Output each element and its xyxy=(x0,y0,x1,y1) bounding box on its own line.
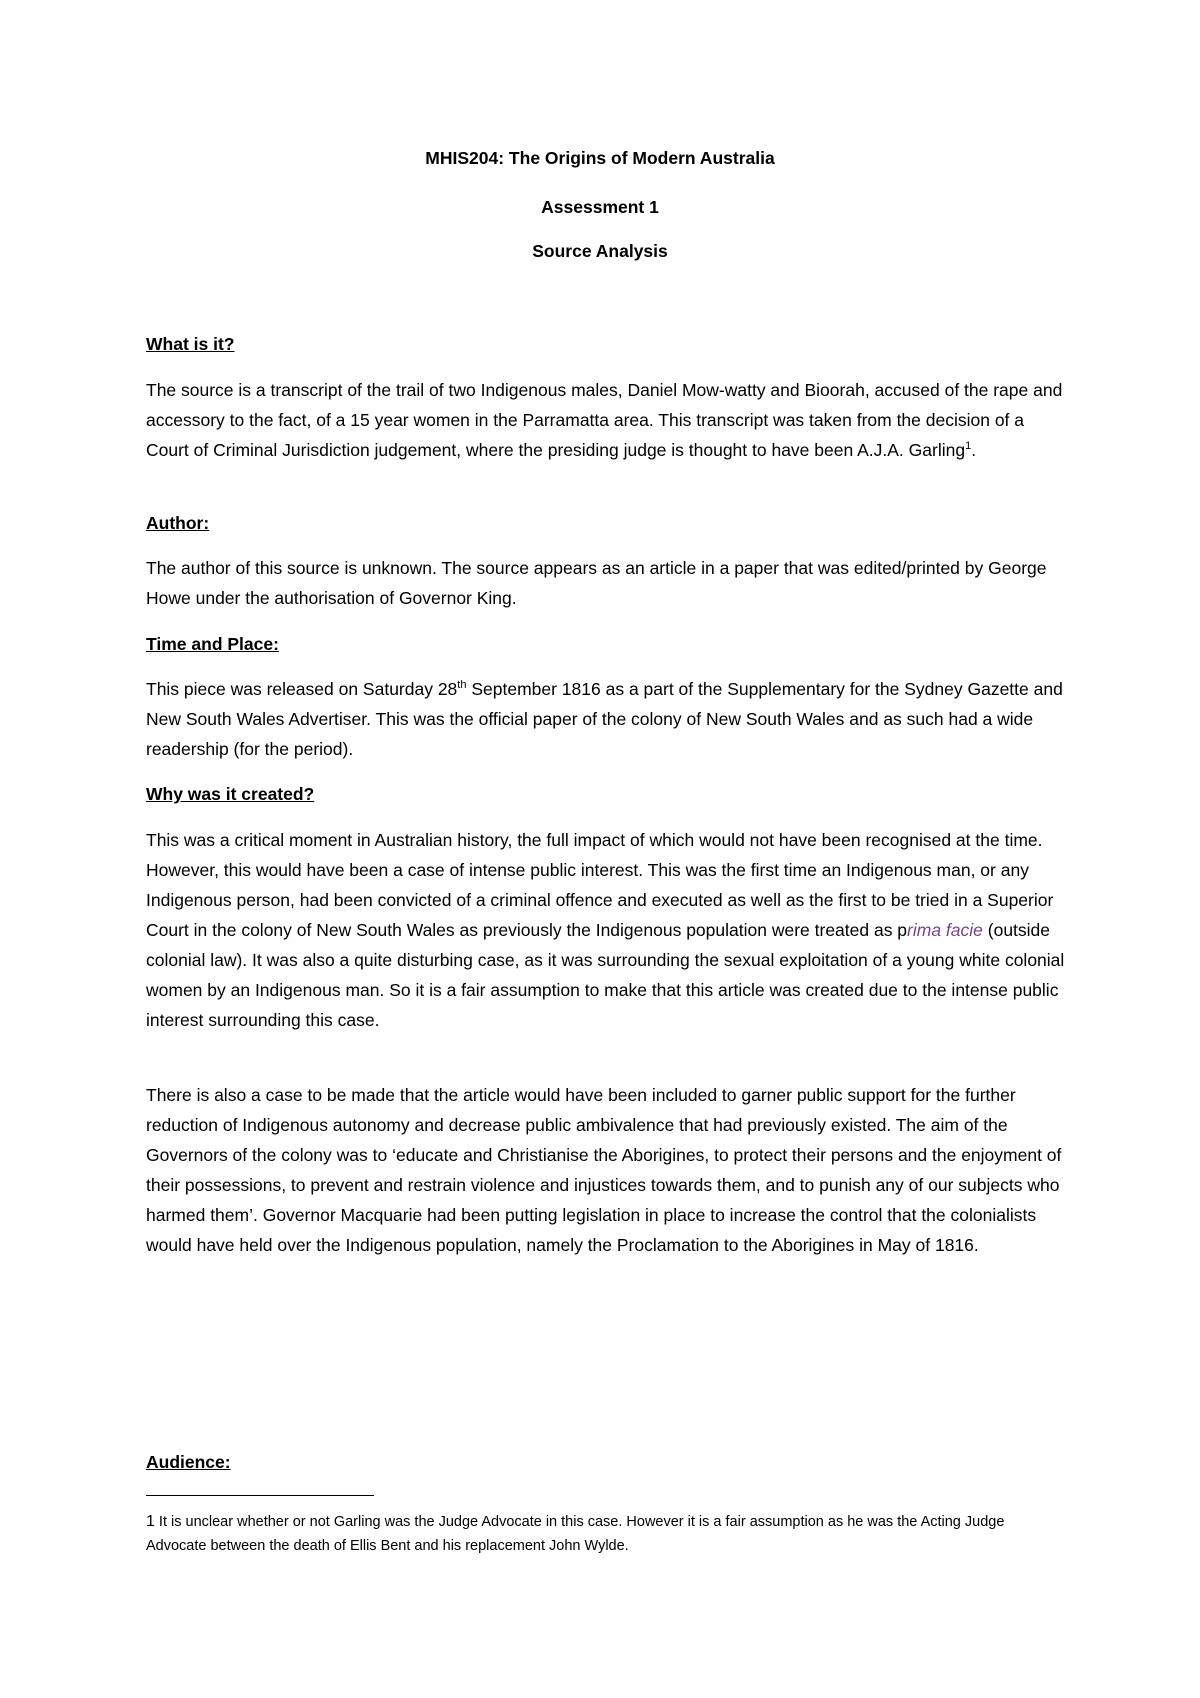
paragraph-why-1 xyxy=(146,825,1066,1035)
footnote-separator xyxy=(146,1495,374,1496)
what-text-b: . xyxy=(971,440,977,460)
document-subtitle: Source Analysis xyxy=(532,241,668,261)
assessment-title: Assessment 1 xyxy=(541,197,659,217)
paragraph-author: The author of this source is unknown. The source appears as an article in a paper that was edited/printed by George Howe under the authorisation of Governor King. xyxy=(146,558,1047,608)
why-p1-text-b: (outside colonial law). It was also a quite disturbing case, as it was surrounding the sexual exploitation of a young white colonial women by an Indigenous man. So it is a fair assumption to make that this article was created due to the intense public interest surrounding this case. xyxy=(146,920,1065,1030)
footnote-number: 1 xyxy=(146,1513,155,1530)
heading-audience: Audience: xyxy=(146,1452,231,1472)
footnote-reference[interactable]: 1 xyxy=(965,440,972,453)
time-place-text-b: September 1816 as a part of the Supplementary for the Sydney Gazette and New South Wales Advertiser. This was the official paper of the colony of New South Wales and as such had a wide readership (for the period). xyxy=(146,679,1063,759)
what-text-a: The source is a transcript of the trail of two Indigenous males, Daniel Mow-watty and Bioorah, accused of the rape and accessory to the fact, of a 15 year women in the Parramatta area. This transcript was taken from the decision of a Court of Criminal Jurisdiction judgement, where the presiding judge is thought to have been A.J.A. Garling xyxy=(146,380,1063,460)
ordinal-suffix: th xyxy=(457,679,467,692)
why-p1-text-a: This was a critical moment in Australian history, the full impact of which would not have been recognised at the time. However, this would have been a case of intense public interest. This was the first time an Indigenous man, or any Indigenous person, had been convicted of a criminal offence and executed as well as the first to be tried in a Superior Court in the colony of New South Wales as previously the Indigenous population were treated as p xyxy=(146,830,1054,940)
footnote xyxy=(146,1510,1066,1558)
why-p1-latin-term: rima facie xyxy=(907,920,983,940)
heading-why-created: Why was it created? xyxy=(146,784,315,804)
paragraph-time-and-place xyxy=(146,674,1066,764)
heading-time-and-place: Time and Place: xyxy=(146,634,279,654)
footnote-text: It is unclear whether or not Garling was the Judge Advocate in this case. However it is a fair assumption as he was the Acting Judge Advocate between the death of Ellis Bent and his replacement John Wylde. xyxy=(146,1514,1005,1554)
course-title: MHIS204: The Origins of Modern Australia xyxy=(425,148,775,168)
heading-what-is-it: What is it? xyxy=(146,334,235,354)
time-place-text-a: This piece was released on Saturday 28 xyxy=(146,679,458,699)
paragraph-why-2: There is also a case to be made that the article would have been included to garner public support for the further reduction of Indigenous autonomy and decrease public ambivalence that had previously existed. The aim of the Governors of the colony was to ‘educate and Christianise the Aborigines, to protect their persons and the enjoyment of their possessions, to prevent and restrain violence and injustices towards them, and to punish any of our subjects who harmed them’. Governor Macquarie had been putting legislation in place to increase the control that the colonialists would have held over the Indigenous population, namely the Proclamation to the Aborigines in May of 1816. xyxy=(146,1085,1062,1255)
paragraph-what-is-it xyxy=(146,375,1066,465)
heading-author: Author: xyxy=(146,513,210,533)
